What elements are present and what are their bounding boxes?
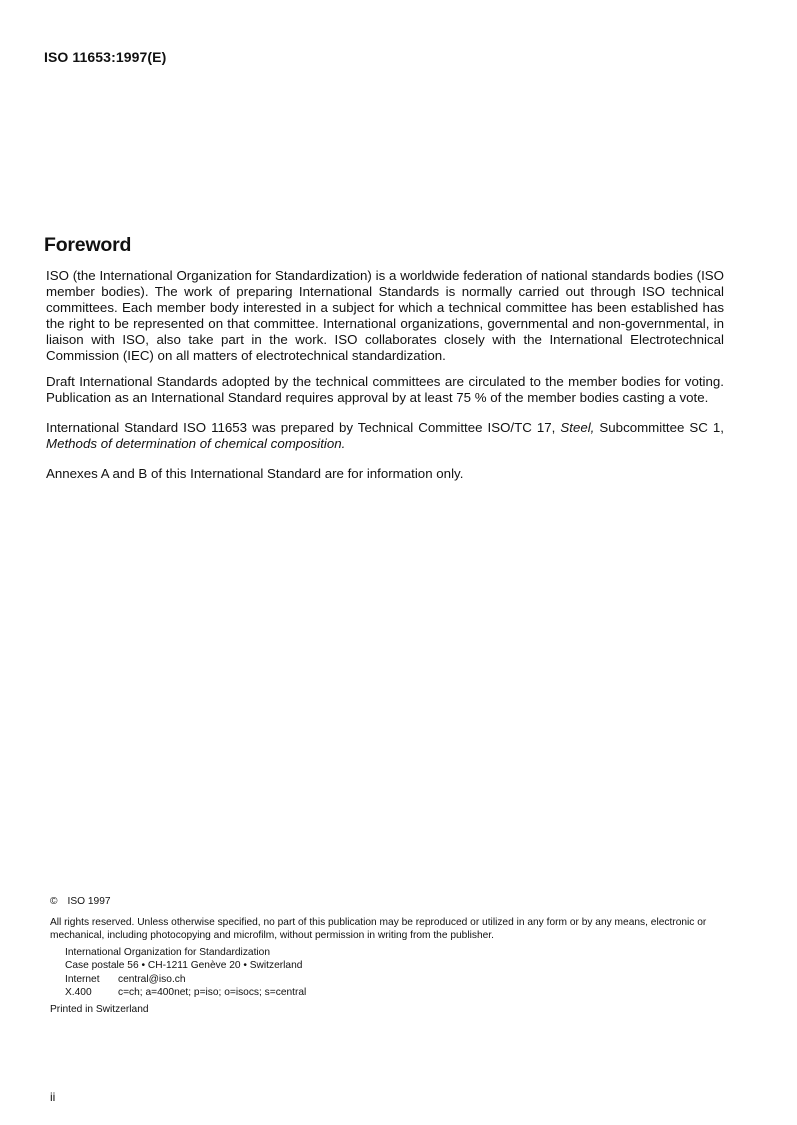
rights-statement: All rights reserved. Unless otherwise specified, no part of this publication may be reproduced or utilized in any form or by any means, electronic or mechanical, including photocopying and microfilm, without permission in writing from the publisher.	[50, 916, 707, 941]
copyright-footer	[50, 895, 740, 1016]
copyright-text: ISO 1997	[67, 896, 111, 907]
foreword-paragraph-2: Draft International Standards adopted by the technical committees are circulated to the member bodies for voting. Publication as an International Standard requires approval by at least 75 % of the member bodies casting a vote.	[46, 374, 724, 405]
document-id: ISO 11653:1997(E)	[44, 49, 167, 65]
x400-label: X.400	[65, 987, 92, 998]
internet-label: Internet	[65, 973, 100, 985]
internet-value: central@iso.ch	[118, 973, 186, 985]
internet-row	[65, 973, 740, 987]
p3-mid: Subcommittee SC 1,	[599, 420, 724, 435]
p3-start: International Standard ISO 11653 was prepared by Technical Committee ISO/TC 17,	[46, 420, 556, 435]
copyright-icon: ©	[50, 896, 58, 907]
page-number: ii	[50, 1090, 56, 1104]
foreword-paragraph-1: ISO (the International Organization for Standardization) is a worldwide federation of national standards bodies (ISO member bodies). The work of preparing International Standards is normally carried out through ISO technical committees. Each member body interested in a subject for which a technical committee has been established has the right to be represented on that committee. International organizations, governmental and non-governmental, in liaison with ISO, also take part in the work. ISO collaborates closely with the International Electrotechnical Commission (IEC) on all matters of electrotechnical standardization.	[46, 268, 724, 363]
foreword-paragraph-3	[46, 420, 724, 452]
organization-block	[65, 946, 740, 1000]
org-address: Case postale 56 • CH-1211 Genève 20 • Switzerland	[65, 960, 303, 971]
p3-steel: Steel,	[560, 420, 595, 435]
x400-value: c=ch; a=400net; p=iso; o=isocs; s=central	[118, 987, 307, 998]
copyright-line	[50, 895, 740, 909]
org-name: International Organization for Standardization	[65, 946, 271, 958]
foreword-paragraph-4: Annexes A and B of this International Standard are for information only.	[46, 466, 464, 481]
foreword-heading: Foreword	[44, 234, 132, 256]
x400-row	[65, 986, 740, 1000]
p3-methods: Methods of determination of chemical composition.	[46, 436, 346, 451]
printed-in: Printed in Switzerland	[50, 1003, 149, 1015]
